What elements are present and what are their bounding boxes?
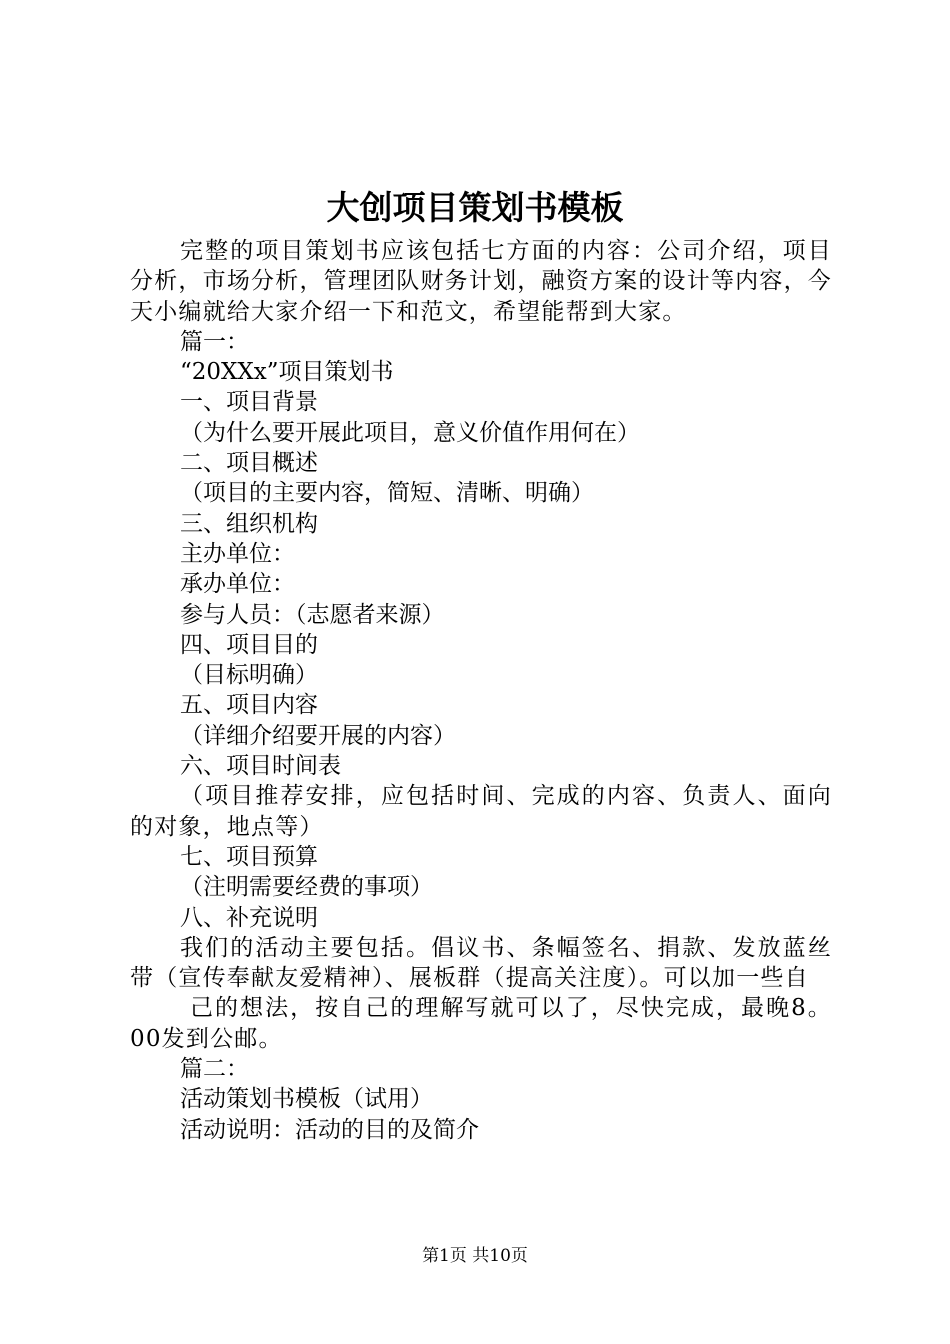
activity-description: 活动说明：活动的目的及简介 xyxy=(180,1116,479,1143)
participants-line: 参与人员：（志愿者来源） xyxy=(180,601,445,628)
supplement-continued: 己的想法，按自己的理解写就可以了，尽快完成，最晚8。00发到公邮。 xyxy=(130,995,832,1052)
heading-schedule: 六、项目时间表 xyxy=(180,753,341,780)
section-heading-part2: 篇二： xyxy=(180,1056,249,1083)
supplement-paragraph: 我们的活动主要包括。倡议书、条幅签名、捐款、发放蓝丝带（宣传奉献友爱精神）、展板群（提高关注度）。可以加一些自 xyxy=(130,934,832,992)
note-budget: （注明需要经费的事项） xyxy=(180,874,433,901)
organizer-line: 主办单位： xyxy=(180,540,295,567)
section-heading-part1: 篇一： xyxy=(180,328,249,355)
heading-organization: 三、组织机构 xyxy=(180,510,318,537)
activity-template-title: 活动策划书模板（试用） xyxy=(180,1086,433,1113)
note-overview: （项目的主要内容，简短、清晰、明确） xyxy=(180,480,594,507)
heading-budget: 七、项目预算 xyxy=(180,843,318,870)
document-title: 大创项目策划书模板 xyxy=(326,188,624,227)
heading-content: 五、项目内容 xyxy=(180,692,318,719)
heading-overview: 二、项目概述 xyxy=(180,450,318,477)
intro-paragraph: 完整的项目策划书应该包括七方面的内容：公司介绍，项目分析，市场分析，管理团队财务计划，融资方案的设计等内容，今天小编就给大家介绍一下和范文，希望能帮到大家。 xyxy=(130,238,832,325)
heading-purpose: 四、项目目的 xyxy=(180,631,318,658)
note-background: （为什么要开展此项目，意义价值作用何在） xyxy=(180,419,640,446)
heading-supplement: 八、补充说明 xyxy=(180,904,318,931)
note-content: （详细介绍要开展的内容） xyxy=(180,722,456,749)
page-footer: 第1页 共10页 xyxy=(422,1246,528,1266)
heading-background: 一、项目背景 xyxy=(180,389,318,416)
co-organizer-line: 承办单位： xyxy=(180,571,295,598)
note-schedule: （项目推荐安排，应包括时间、完成的内容、负责人、面向的对象，地点等） xyxy=(130,783,832,840)
document-body xyxy=(130,236,832,1145)
plan-title: “20XXx”项目策划书 xyxy=(180,359,394,386)
note-purpose: （目标明确） xyxy=(180,662,318,689)
